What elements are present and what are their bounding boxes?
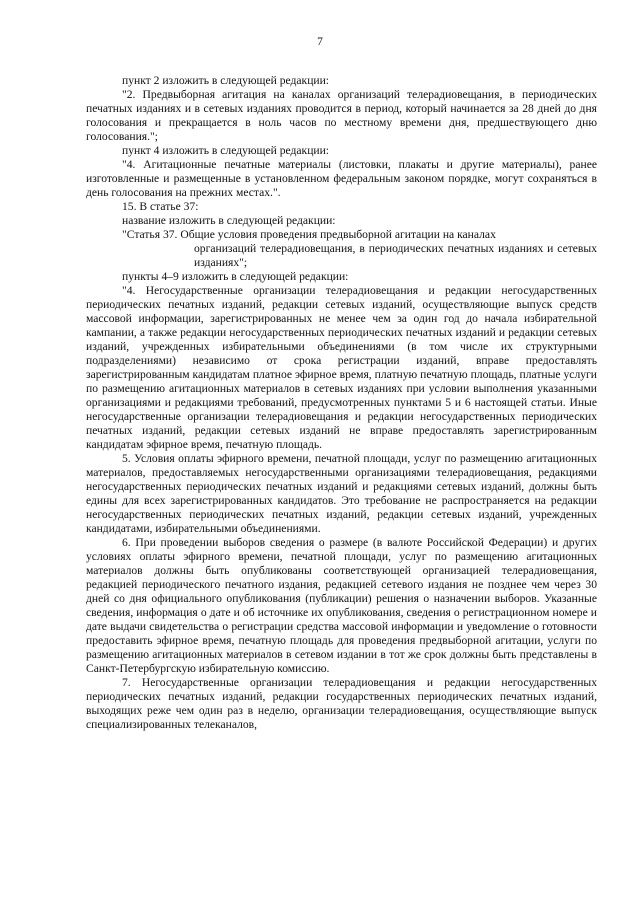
new-point-5-text: 5. Условия оплаты эфирного времени, печатной площади, услуг по размещению агитационных материалов, предоставляемых негосударственными организациями телерадиовещания, редакциями негосударственных периодических печатных изданий и редакциями сетевых изданий, должны быть едины для всех зарегистрированных кандидатов. Это требование не распространяется на редакции негосударственных периодических печатных изданий, редакции сетевых изданий, учрежденных кандидатами, избирательными объединениями.	[86, 452, 597, 535]
document-body	[86, 0, 597, 732]
amendment-instruction-point-2: пункт 2 изложить в следующей редакции:	[122, 74, 330, 87]
points-4-9-instruction: пункты 4–9 изложить в следующей редакции:	[122, 270, 349, 283]
new-point-6-text: 6. При проведении выборов сведения о размере (в валюте Российской Федерации) и других условиях оплаты эфирного времени, печатной площади, услуг по размещению агитационных материалов должны быть опубликованы соответствующей организацией телерадиовещания, редакцией периодического печатного издания, редакцией сетевого издания не позднее чем через 30 дней со дня официального опубликования (публикации) решения о назначении выборов. Указанные сведения, информация о дате и об источнике их опубликования, сведения о регистрационном номере и дате выдачи свидетельства о регистрации средства массовой информации и уведомление о готовности предоставить эфирное время, печатную площадь для проведения предвыборной агитации, услуги по размещению агитационных материалов в сетевом издании в тот же срок должны быть представлены в Санкт-Петербургскую избирательную комиссию.	[86, 536, 597, 675]
point-2-text: "2. Предвыборная агитация на каналах организаций телерадиовещания, в периодических печатных изданиях и в сетевых изданиях проводится в период, который начинается за 28 дней до дня голосования и прекращается в ноль часов по местному времени дня, предшествующего дню голосования.";	[86, 88, 597, 143]
section-15-heading: 15. В статье 37:	[122, 200, 199, 213]
article-37-title-continuation: организаций телерадиовещания, в периодических печатных изданиях и сетевых изданиях";	[194, 242, 597, 269]
new-point-4-text: "4. Негосударственные организации телерадиовещания и редакции негосударственных периодических печатных изданий, редакции сетевых изданий, осуществляющие выпуск средств массовой информации, зарегистрированных не менее чем за один год до начала избирательной кампании, а также редакции негосударственных периодических печатных изданий и редакции сетевых изданий, учрежденных избирательными объединениями (в том числе их структурными подразделениями) независимо от срока регистрации изданий, вправе предоставлять зарегистрированным кандидатам платное эфирное время, платную печатную площадь, платные услуги по размещению агитационных материалов в сетевых изданиях при условии выполнения указанными организациями и редакциями требований, предусмотренных пунктами 5 и 6 настоящей статьи. Иные негосударственные организации телерадиовещания и редакции негосударственных периодических печатных изданий, редакции сетевых изданий не вправе предоставлять зарегистрированным кандидатам эфирное время, печатную площадь.	[86, 284, 597, 451]
title-amendment-instruction: название изложить в следующей редакции:	[122, 214, 336, 227]
new-point-7-text: 7. Негосударственные организации телерадиовещания и редакции негосударственных периодических печатных изданий, редакции государственных периодических печатных изданий, выходящих реже чем один раз в неделю, организации телерадиовещания, осуществляющие выпуск специализированных телеканалов,	[86, 676, 597, 731]
article-37-title-first-line: "Статья 37. Общие условия проведения предвыборной агитации на каналах	[122, 228, 496, 241]
page-number: 7	[317, 36, 323, 48]
amendment-instruction-point-4: пункт 4 изложить в следующей редакции:	[122, 144, 330, 157]
article-37-title	[86, 228, 597, 270]
point-4-text: "4. Агитационные печатные материалы (листовки, плакаты и другие материалы), ранее изготовленные и размещенные в установленном федеральным законом порядке, могут сохраняться в день голосования на прежних местах.".	[86, 158, 597, 199]
